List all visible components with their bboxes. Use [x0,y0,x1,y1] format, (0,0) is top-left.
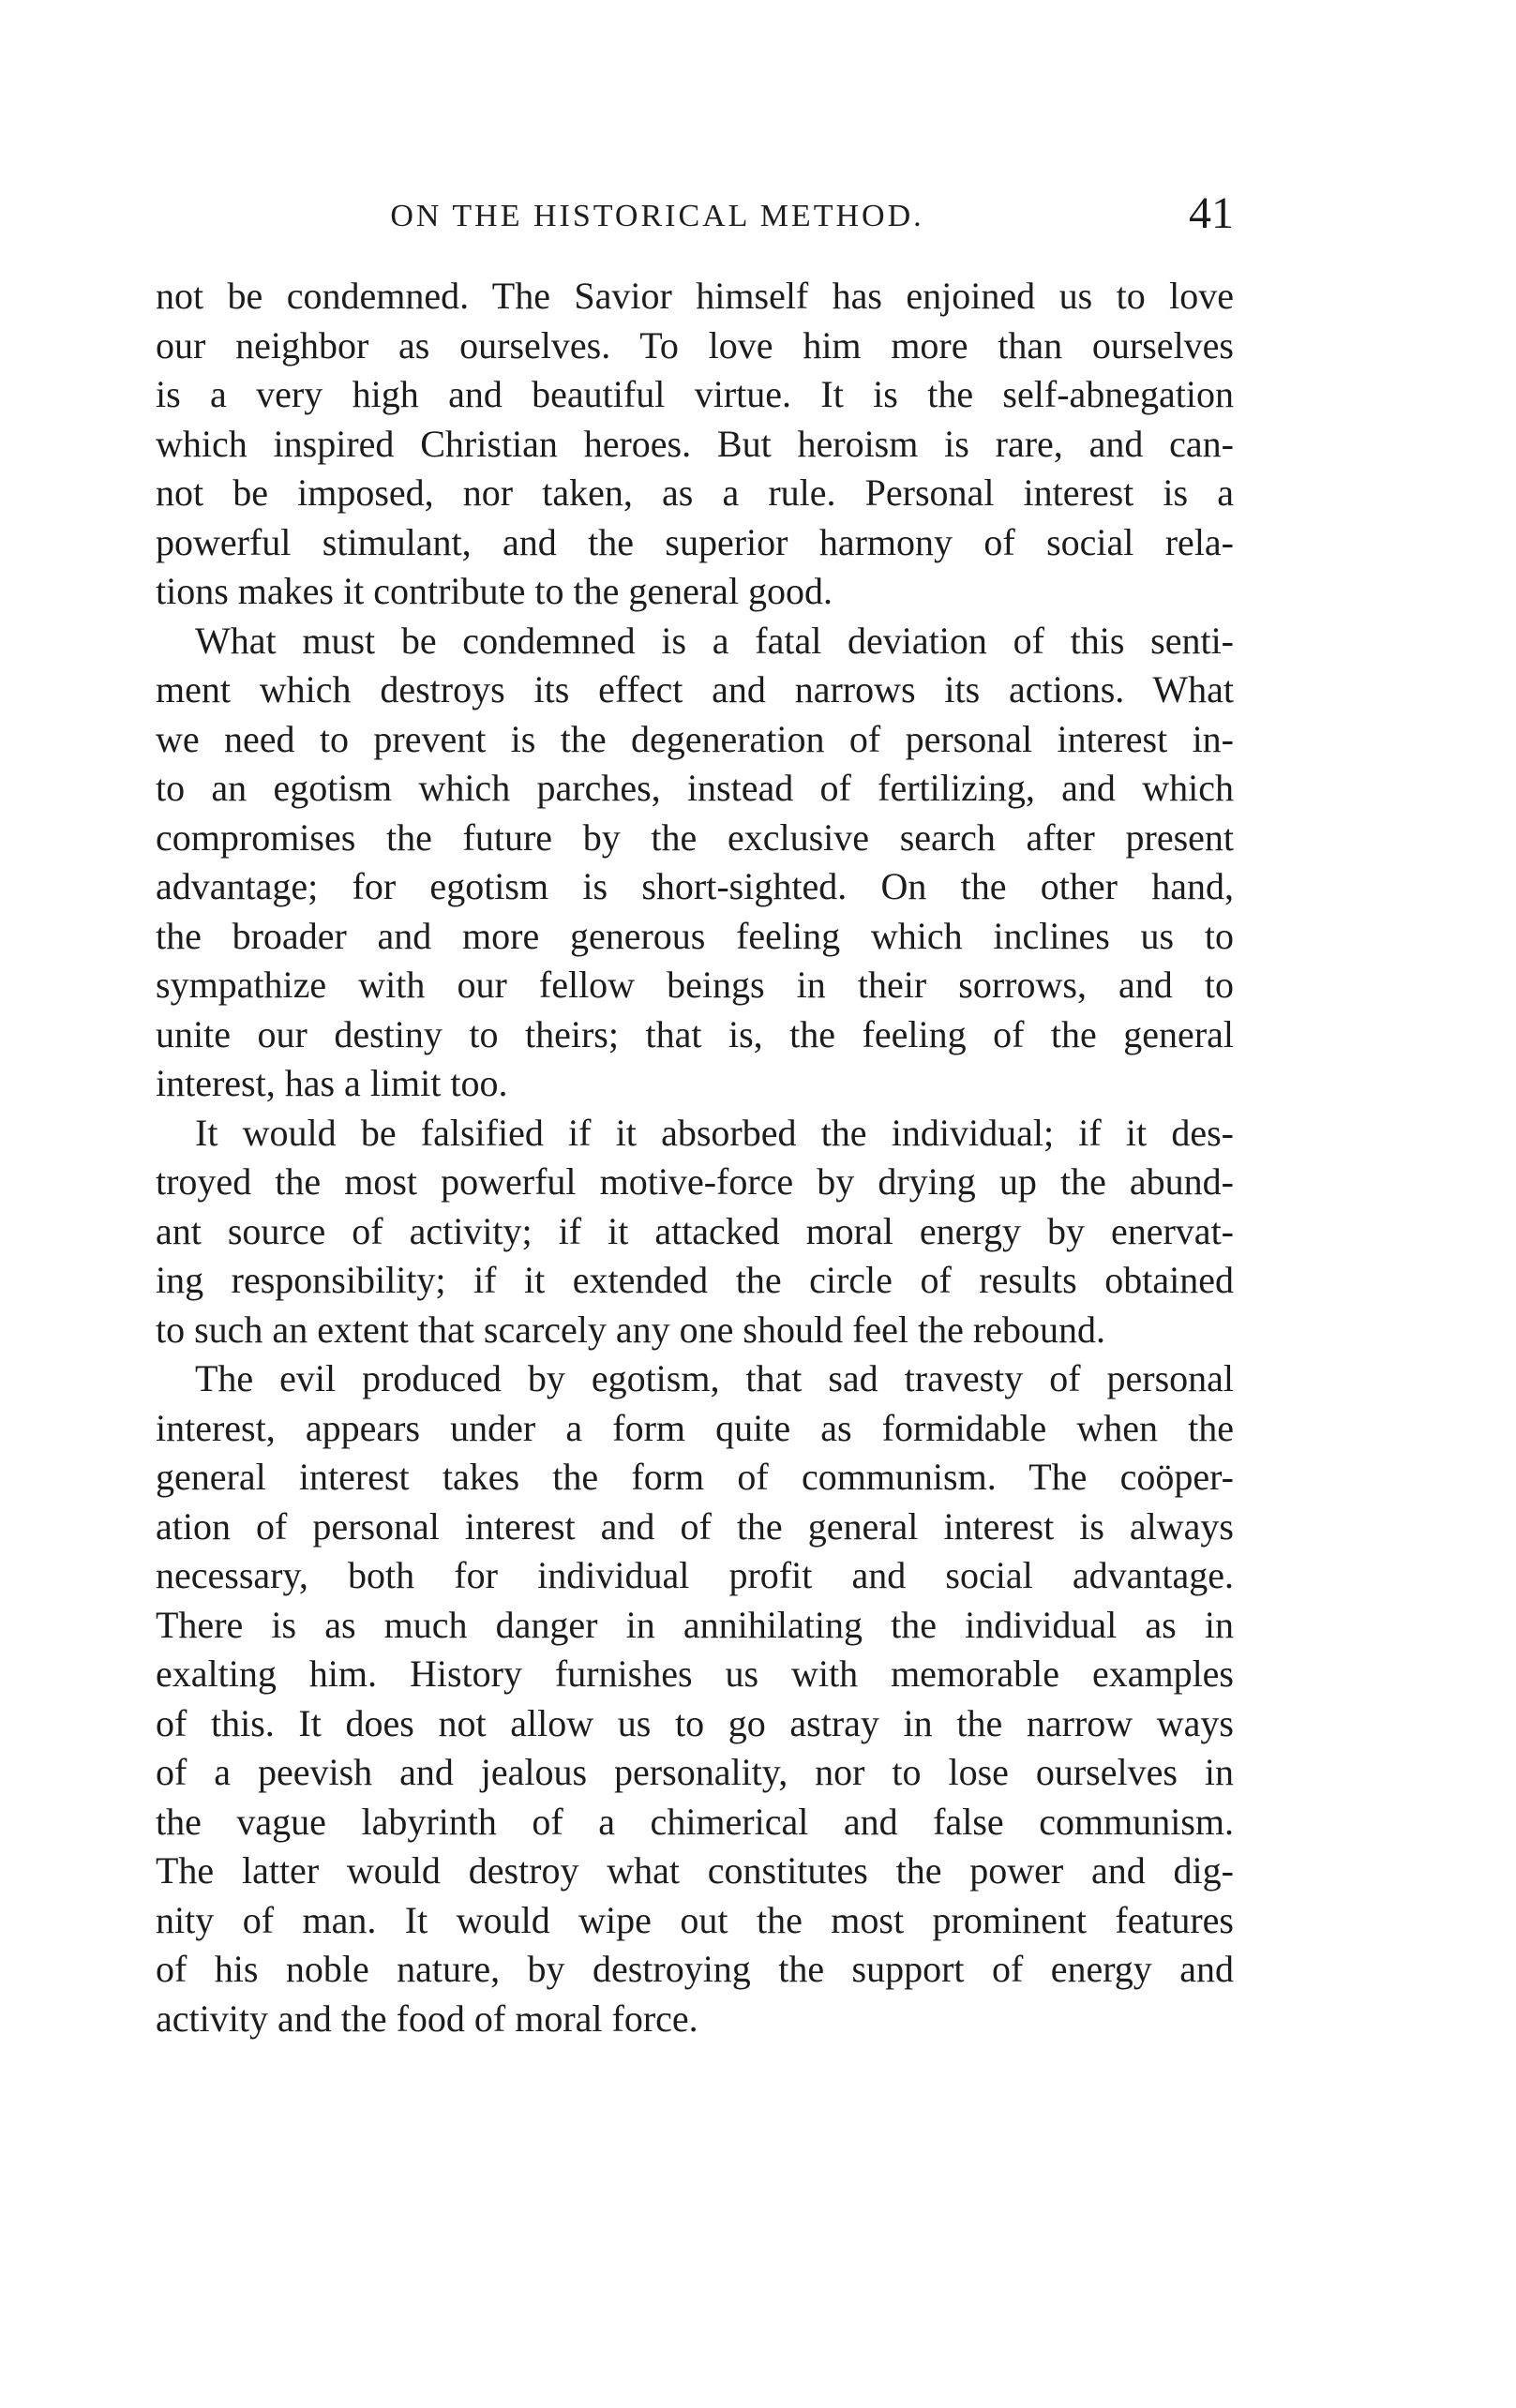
text-line: general interest takes the form of communism. The coöper- [156,1456,1234,1498]
text-line: ant source of activity; if it attacked moral energy by enervat- [156,1209,1234,1252]
text-line: troyed the most powerful motive-force by drying up the abund- [156,1160,1234,1203]
text-line: of this. It does not allow us to go astray in the narrow ways [156,1701,1234,1744]
text-line: tions makes it contribute to the general good. [156,570,833,612]
text-line: sympathize with our fellow beings in their sorrows, and to [156,964,1234,1006]
text-line: not be imposed, nor taken, as a rule. Personal interest is a [156,471,1234,514]
text-line: It would be falsified if it absorbed the individual; if it des- [195,1111,1234,1154]
text-line: unite our destiny to theirs; that is, the feeling of the general [156,1012,1234,1055]
text-line: of a peevish and jealous personality, nor to lose ourselves in [156,1751,1234,1793]
text-line: ment which destroys its effect and narrows its actions. What [156,668,1234,710]
text-line: is a very high and beautiful virtue. It is the self-abnegation [156,373,1234,415]
paragraph-3 [156,1109,1234,1355]
text-line: we need to prevent is the degeneration of personal interest in- [156,717,1234,760]
body-text [156,272,1234,2043]
text-line: which inspired Christian heroes. But heroism is rare, and can- [156,422,1234,465]
text-line: exalting him. History furnishes us with memorable examples [156,1653,1234,1695]
text-line: interest, appears under a form quite as formidable when the [156,1406,1234,1449]
text-line: our neighbor as ourselves. To love him more than ourselves [156,323,1234,366]
text-line: the broader and more generous feeling which inclines us to [156,914,1234,957]
text-line: the vague labyrinth of a chimerical and false communism. [156,1800,1234,1843]
text-line: What must be condemned is a fatal deviation of this senti- [195,619,1234,662]
page-number: 41 [1189,188,1234,238]
text-line: to such an extent that scarcely any one should feel the rebound. [156,1308,1105,1351]
text-line: The evil produced by egotism, that sad travesty of personal [195,1357,1234,1399]
text-line: interest, has a limit too. [156,1062,508,1104]
text-line: not be condemned. The Savior himself has enjoined us to love [156,275,1234,317]
text-line: to an egotism which parches, instead of fertilizing, and which [156,767,1234,809]
running-title: ON THE HISTORICAL METHOD. [390,199,924,233]
text-line: ing responsibility; if it extended the circle of results obtained [156,1259,1234,1301]
text-line: compromises the future by the exclusive search after present [156,815,1234,859]
text-line: nity of man. It would wipe out the most prominent features [156,1898,1234,1941]
paragraph-1 [156,272,1234,617]
paragraph-2 [156,617,1234,1109]
running-head [156,187,1234,244]
text-line: of his noble nature, by destroying the support of energy and [156,1948,1234,1990]
text-line: There is as much danger in annihilating the individual as in [156,1603,1234,1646]
text-line: ation of personal interest and of the general interest is always [156,1504,1234,1548]
text-line: activity and the food of moral force. [156,1997,698,2040]
text-line: The latter would destroy what constitutes the power and dig- [156,1849,1234,1892]
text-line: powerful stimulant, and the superior harmony of social rela- [156,520,1234,563]
text-line: advantage; for egotism is short-sighted. On the other hand, [156,865,1234,907]
text-line: necessary, both for individual profit and social advantage. [156,1554,1234,1596]
paragraph-4 [156,1354,1234,2043]
